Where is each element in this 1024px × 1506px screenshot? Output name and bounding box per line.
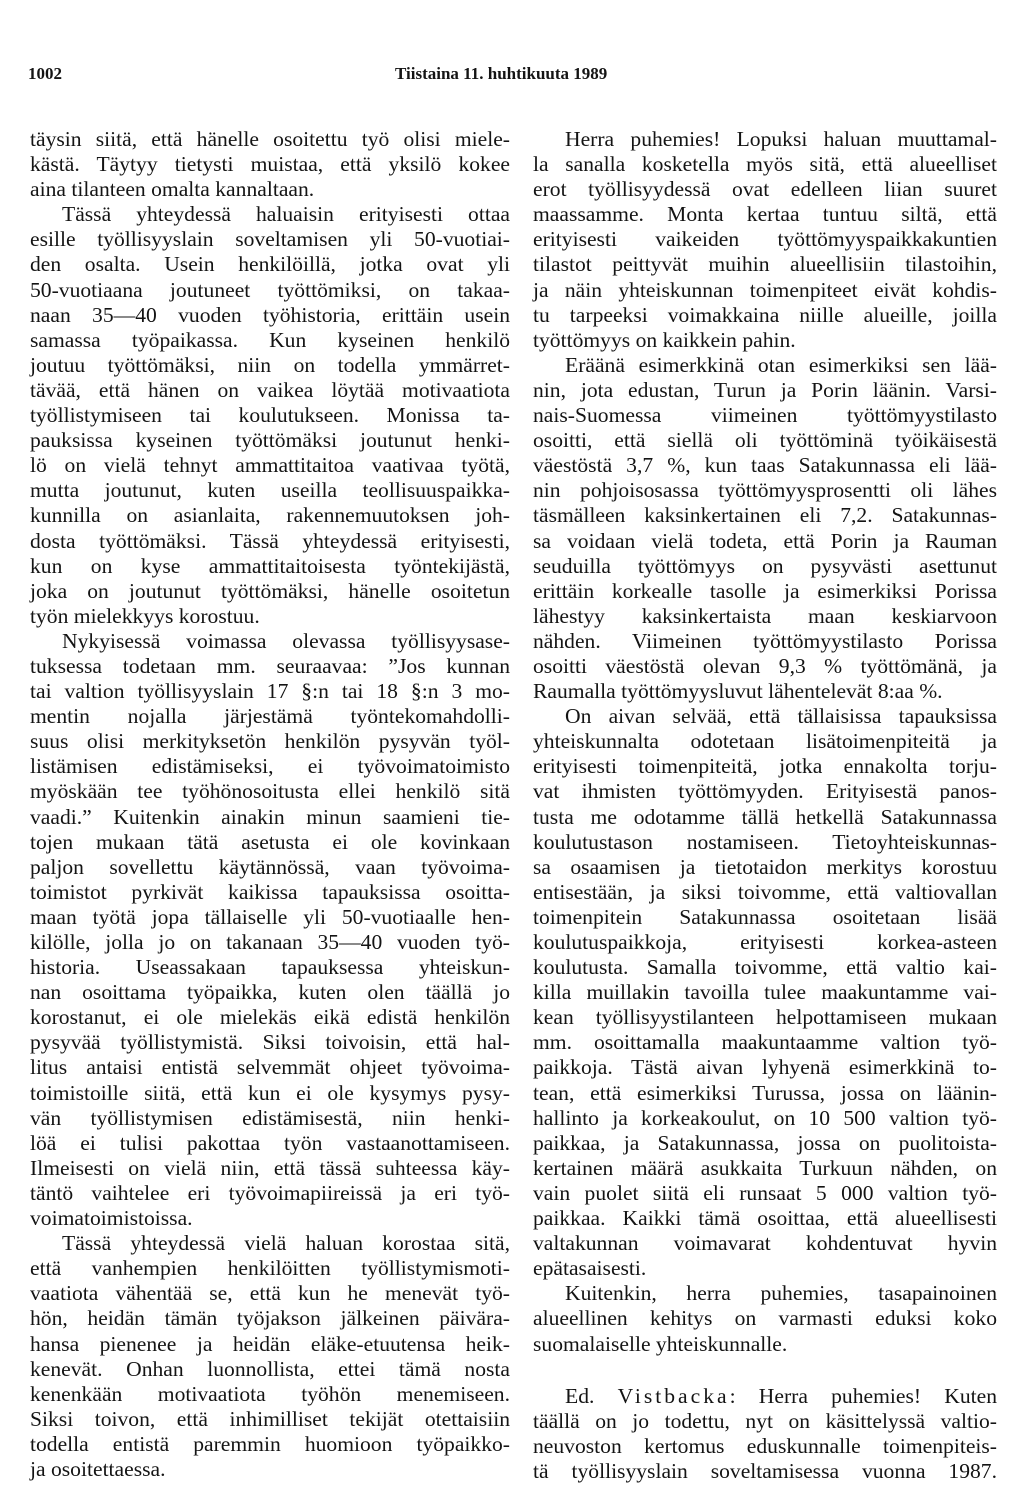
text-line: suomalaiselle yhteiskunnalle. [533,1331,788,1356]
text-line: nais-Suomessa viimeinen työttömyystilasto [533,403,997,428]
text-line: den osalta. Usein henkilöillä, jotka ovat yli [30,252,510,277]
text-line: tojen mukaan tätä asetusta ei ole kovinkaan [30,829,510,854]
text-line: ja osoitettaessa. [30,1456,166,1481]
text-line: voimatoimistoissa. [30,1206,193,1231]
text-line: väestöstä 3,7 %, kun taas Satakunnassa eli lää- [533,453,997,478]
text-line: paikkaa. Kaikki tämä osoittaa, että alueellisesti [533,1206,997,1231]
text-line: la sanalla kosketella myös sitä, että alueelliset [533,152,997,177]
text-line: neuvoston kertomus eduskunnalle toimenpiteis- [533,1433,997,1458]
text-line: esille työllisyyslain soveltamisen yli 50-vuotiai- [30,227,510,252]
left-column [30,127,510,1482]
paragraph-start: Tässä yhteydessä haluaisin erityisesti ottaa [62,202,510,227]
text-line: historia. Useassakaan tapauksessa yhteiskun- [30,955,510,980]
text-line: vaadi.” Kuitenkin ainakin minun saamieni tie- [30,804,510,829]
text-line: vat ihmisten työttömyyden. Erityisestä panos- [533,779,997,804]
text-line: paljon sovellettu käytännössä, vaan työvoima- [30,854,510,879]
text-line: hallinto ja korkeakoulut, on 10 500 valtion työ- [533,1105,997,1130]
text-line: Raumalla työttömyysluvut lähentelevät 8:aa %. [533,679,943,704]
text-line: valtakunnan voimavarat kohdentuvat hyvin [533,1231,997,1256]
text-line: maan työtä jopa tällaiselle yli 50-vuotiaalle hen- [30,904,510,929]
paragraph-start: Tässä yhteydessä vielä haluan korostaa sitä, [62,1231,510,1256]
paragraph-start: Herra puhemies! Lopuksi haluan muuttamal- [565,127,997,151]
text-line: toimistot pyrkivät kaikissa tapauksissa osoitta- [30,879,510,904]
text-line: täsmälleen kaksinkertainen eli 7,2. Satakunnas- [533,503,997,528]
text-line: täntö vaihtelee eri työvoimapiireissä ja eri työ- [30,1180,510,1205]
text-line: aina tilanteen omalta kannaltaan. [30,177,315,202]
text-line: samassa työpaikassa. Kun kyseinen henkilö [30,327,510,352]
right-column [533,127,997,1484]
text-line: vaatiota vähentää se, että kun he menevät työ- [30,1281,510,1306]
text-line: kästä. Täytyy tietysti muistaa, että yksilö kokee [30,152,510,177]
text-line: nin pohjoisosassa työttömyysprosentti oli lähes [533,478,997,503]
text-line: hön, heidän tämän työjakson jälkeinen päivära- [30,1306,510,1331]
text-line: tävää, että hänen on vaikea löytää motivaatiota [30,377,510,402]
text-line: dosta työttömäksi. Tässä yhteydessä erityisesti, [30,528,510,553]
text-line: täysin siitä, että hänelle osoitettu työ olisi miele- [30,127,510,151]
text-line: työllistymiseen tai koulutukseen. Monissa ta- [30,403,510,428]
text-line: erittäin korkealle tasolle ja esimerkiksi Porissa [533,578,997,603]
paragraph-start: Eräänä esimerkkinä otan esimerkiksi sen lää- [565,352,997,377]
running-head: Tiistaina 11. huhtikuuta 1989 [395,64,608,83]
paragraph-start: Nykyisessä voimassa olevassa työllisyysase- [62,628,510,653]
text-line: mutta joutunut, kuten useilla teollisuuspaikka- [30,478,510,503]
text-line: sa voidaan vielä todeta, että Porin ja Rauman [533,528,997,553]
text-line: mm. osoittamalla maakuntaamme valtion työ- [533,1030,997,1055]
text-line: nan osoittama työpaikka, kuten olen täällä jo [30,980,510,1005]
text-line: kun on kyse ammattitaitoisesta työntekijästä, [30,553,510,578]
text-line: killa muillakin tavoilla tulee maakuntamme vai- [533,980,997,1005]
text-line: erityisesti toimenpiteitä, jotka ennakolta torju- [533,754,997,779]
text-line: erityisesti vaikeiden työttömyyspaikkakuntien [533,227,997,252]
text-line: yhteiskunnalta odotetaan lisätoimenpiteitä ja [533,729,997,754]
speaker-name: Vistbacka [617,1383,730,1408]
text-line: 50-vuotiaana joutuneet työttömiksi, on takaa- [30,277,510,302]
text-line: Siksi toivon, että inhimilliset tekijät otettaisiin [30,1406,510,1431]
text-line: epätasaisesti. [533,1256,647,1281]
text-line: tuksessa todetaan mm. seuraavaa: ”Jos kunnan [30,653,510,678]
text-line: nähden. Viimeinen työttömyystilasto Porissa [533,628,997,653]
text-line: pauksissa kyseinen työttömäksi joutunut henki- [30,428,510,453]
speaker-line [533,1384,997,1409]
text-line: tä työllisyyslain soveltamisessa vuonna 1987. [533,1458,997,1483]
text-line: alueellinen kehitys on varmasti eduksi koko [533,1306,997,1331]
text-line: kenevät. Onhan luonnollista, ettei tämä nosta [30,1356,510,1381]
text-line: löä ei tulisi pakottaa työn vastaanottamiseen. [30,1130,510,1155]
text-line: tean, että esimerkiksi Turussa, jossa on läänin- [533,1080,997,1105]
text-line: toimistoille siitä, että kun ei ole kysymys pysy- [30,1080,510,1105]
text-line: litus antaisi entistä selvemmät ohjeet työvoima- [30,1055,510,1080]
text-line: että vanhempien henkilöitten työllistymismoti- [30,1256,510,1281]
page-number: 1002 [28,64,62,83]
text-line: osoitti väestöstä olevan 9,3 % työttömänä, ja [533,653,997,678]
text-line: tusta me odotamme tällä hetkellä Satakunnassa [533,804,997,829]
text-line: koulutusta. Samalla toivomme, että valtio kai- [533,955,997,980]
text-line: koulutuspaikkoja, erityisesti korkea-asteen [533,930,997,954]
text-line: kertainen määrä asukkaita Turkuun nähden, on [533,1155,997,1180]
text-line: täällä on jo todettu, nyt on käsittelyssä valtio- [533,1408,997,1433]
text-line: suus olisi merkityksetön henkilön pysyvän työl- [30,729,510,754]
text-line: joka on joutunut työttömäksi, hänelle osoitetun [30,578,510,603]
paragraph-start: Kuitenkin, herra puhemies, tasapainoinen [565,1281,997,1306]
text-line: kilölle, jolla jo on takanaan 35—40 vuoden työ- [30,930,510,954]
text-line: nin, jota edustan, Turun ja Porin läänin. Varsi- [533,377,997,402]
text-line: kunnilla on asianlaita, rakennemuutoksen joh- [30,503,510,528]
text-line: tai valtion työllisyyslain 17 §:n tai 18 §:n 3 mo- [30,679,510,704]
text-line: joutuu työttömäksi, niin on todella ymmärret- [30,352,510,377]
text-line: hansa pienenee ja heidän eläke-etuutensa heik- [30,1331,510,1356]
text-line: pysyvää työllistymistä. Siksi toivoisin, että hal- [30,1030,510,1055]
text-line: kean työllisyystilanteen helpottamiseen mukaan [533,1005,997,1030]
text-line: työn mielekkyys korostuu. [30,603,260,628]
text-line: naan 35—40 vuoden työhistoria, erittäin usein [30,302,510,327]
text-line: korostanut, ei ole mielekäs eikä edistä henkilön [30,1005,510,1030]
text-line: listämisen edistämiseksi, ei työvoimatoimisto [30,754,510,779]
text-line: tilastot peittyvät muihin alueellisiin tilastoihin, [533,252,997,277]
text-line: seuduilla työttömyys on pysyvästi asettunut [533,553,997,578]
text-line: tu tarpeeksi voimakkaina niille alueille, joilla [533,302,997,327]
text-line: toimenpitein Satakunnassa osoitetaan lisää [533,904,997,929]
text-line: kenenkään motivaatiota työhön menemiseen. [30,1381,510,1406]
text-line: ja näin yhteiskunnan toimenpiteet eivät kohdis- [533,277,997,302]
text-line: paikkaa, ja Satakunnassa, jossa on puolitoista- [533,1130,997,1155]
speaker-text: : Herra puhemies! Kuten [729,1383,997,1408]
text-line: vain puolet siitä eli runsaat 5 000 valtion työ- [533,1180,997,1205]
text-line: todella entistä paremmin huomioon työpaikko- [30,1431,510,1456]
text-line: myöskään tee työhönosoitusta ellei henkilö sitä [30,779,510,804]
text-line: osoitti, että siellä oli työttöminä työikäisestä [533,428,997,453]
text-line: entisestään, ja siksi toivomme, että valtiovallan [533,879,997,904]
text-line: lö on vielä tehnyt ammattitaitoa vaativaa työtä, [30,453,510,478]
text-line: maassamme. Monta kertaa tuntuu siltä, että [533,202,997,227]
text-line: lähestyy kaksinkertaista maan keskiarvoon [533,603,997,628]
text-line: koulutustason nostamiseen. Tietoyhteiskunnas- [533,829,997,854]
text-line: sa osaamisen ja tietotaidon merkitys korostuu [533,854,997,879]
paragraph-start: On aivan selvää, että tällaisissa tapauksissa [565,704,997,729]
speaker-prefix: Ed. [565,1383,618,1408]
text-line: vän työllistymisen edistämisestä, niin henki- [30,1105,510,1130]
text-line: paikkoja. Tästä aivan lyhyenä esimerkkinä to- [533,1055,997,1080]
text-line: Ilmeisesti on vielä niin, että tässä suhteessa käy- [30,1155,510,1180]
text-line: erot työllisyydessä ovat edelleen liian suuret [533,177,997,202]
text-line: mentin nojalla järjestämä työntekomahdolli- [30,704,510,729]
text-line: työttömyys on kaikkein pahin. [533,327,796,352]
